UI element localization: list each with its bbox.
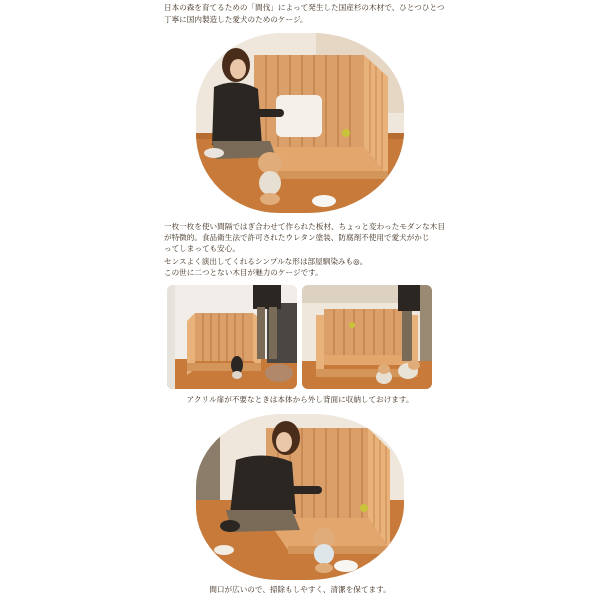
intro-line-1: 日本の森を育てるための「間伐」によって発生した国産杉の木材で、ひとつひとつ: [164, 3, 445, 12]
description-line-5: この世に二つとない木目が魅力のケージです。: [164, 268, 323, 277]
photo-woman-with-cage-and-dog: [196, 33, 404, 213]
photo-cage-with-small-dog: [167, 285, 297, 389]
photo-cage-front-open: [302, 285, 432, 389]
caption-wide-opening: 間口が広いので、掃除もしやすく、清潔を保てます。: [209, 585, 391, 594]
description-line-3: ってしまっても安心。: [164, 244, 240, 253]
photo-woman-cleaning-cage: [196, 414, 404, 580]
description-line-2: が特徴的。食品衛生法で許可されたウレタン塗装、防腐剤不使用で愛犬がかじ: [164, 233, 430, 242]
intro-line-2: 丁寧に国内製造した愛犬のためのケージ。: [164, 15, 308, 24]
description-line-4: センスよく演出してくれるシンプルな形は部屋馴染みも◎。: [164, 257, 368, 266]
description-line-1: 一枚一枚を使い間隔ではぎ合わせて作られた板材、ちょっと変わったモダンな木目: [164, 222, 445, 231]
caption-acrylic-door: アクリル扉が不要なときは本体から外し背面に収納しておけます。: [186, 395, 414, 404]
